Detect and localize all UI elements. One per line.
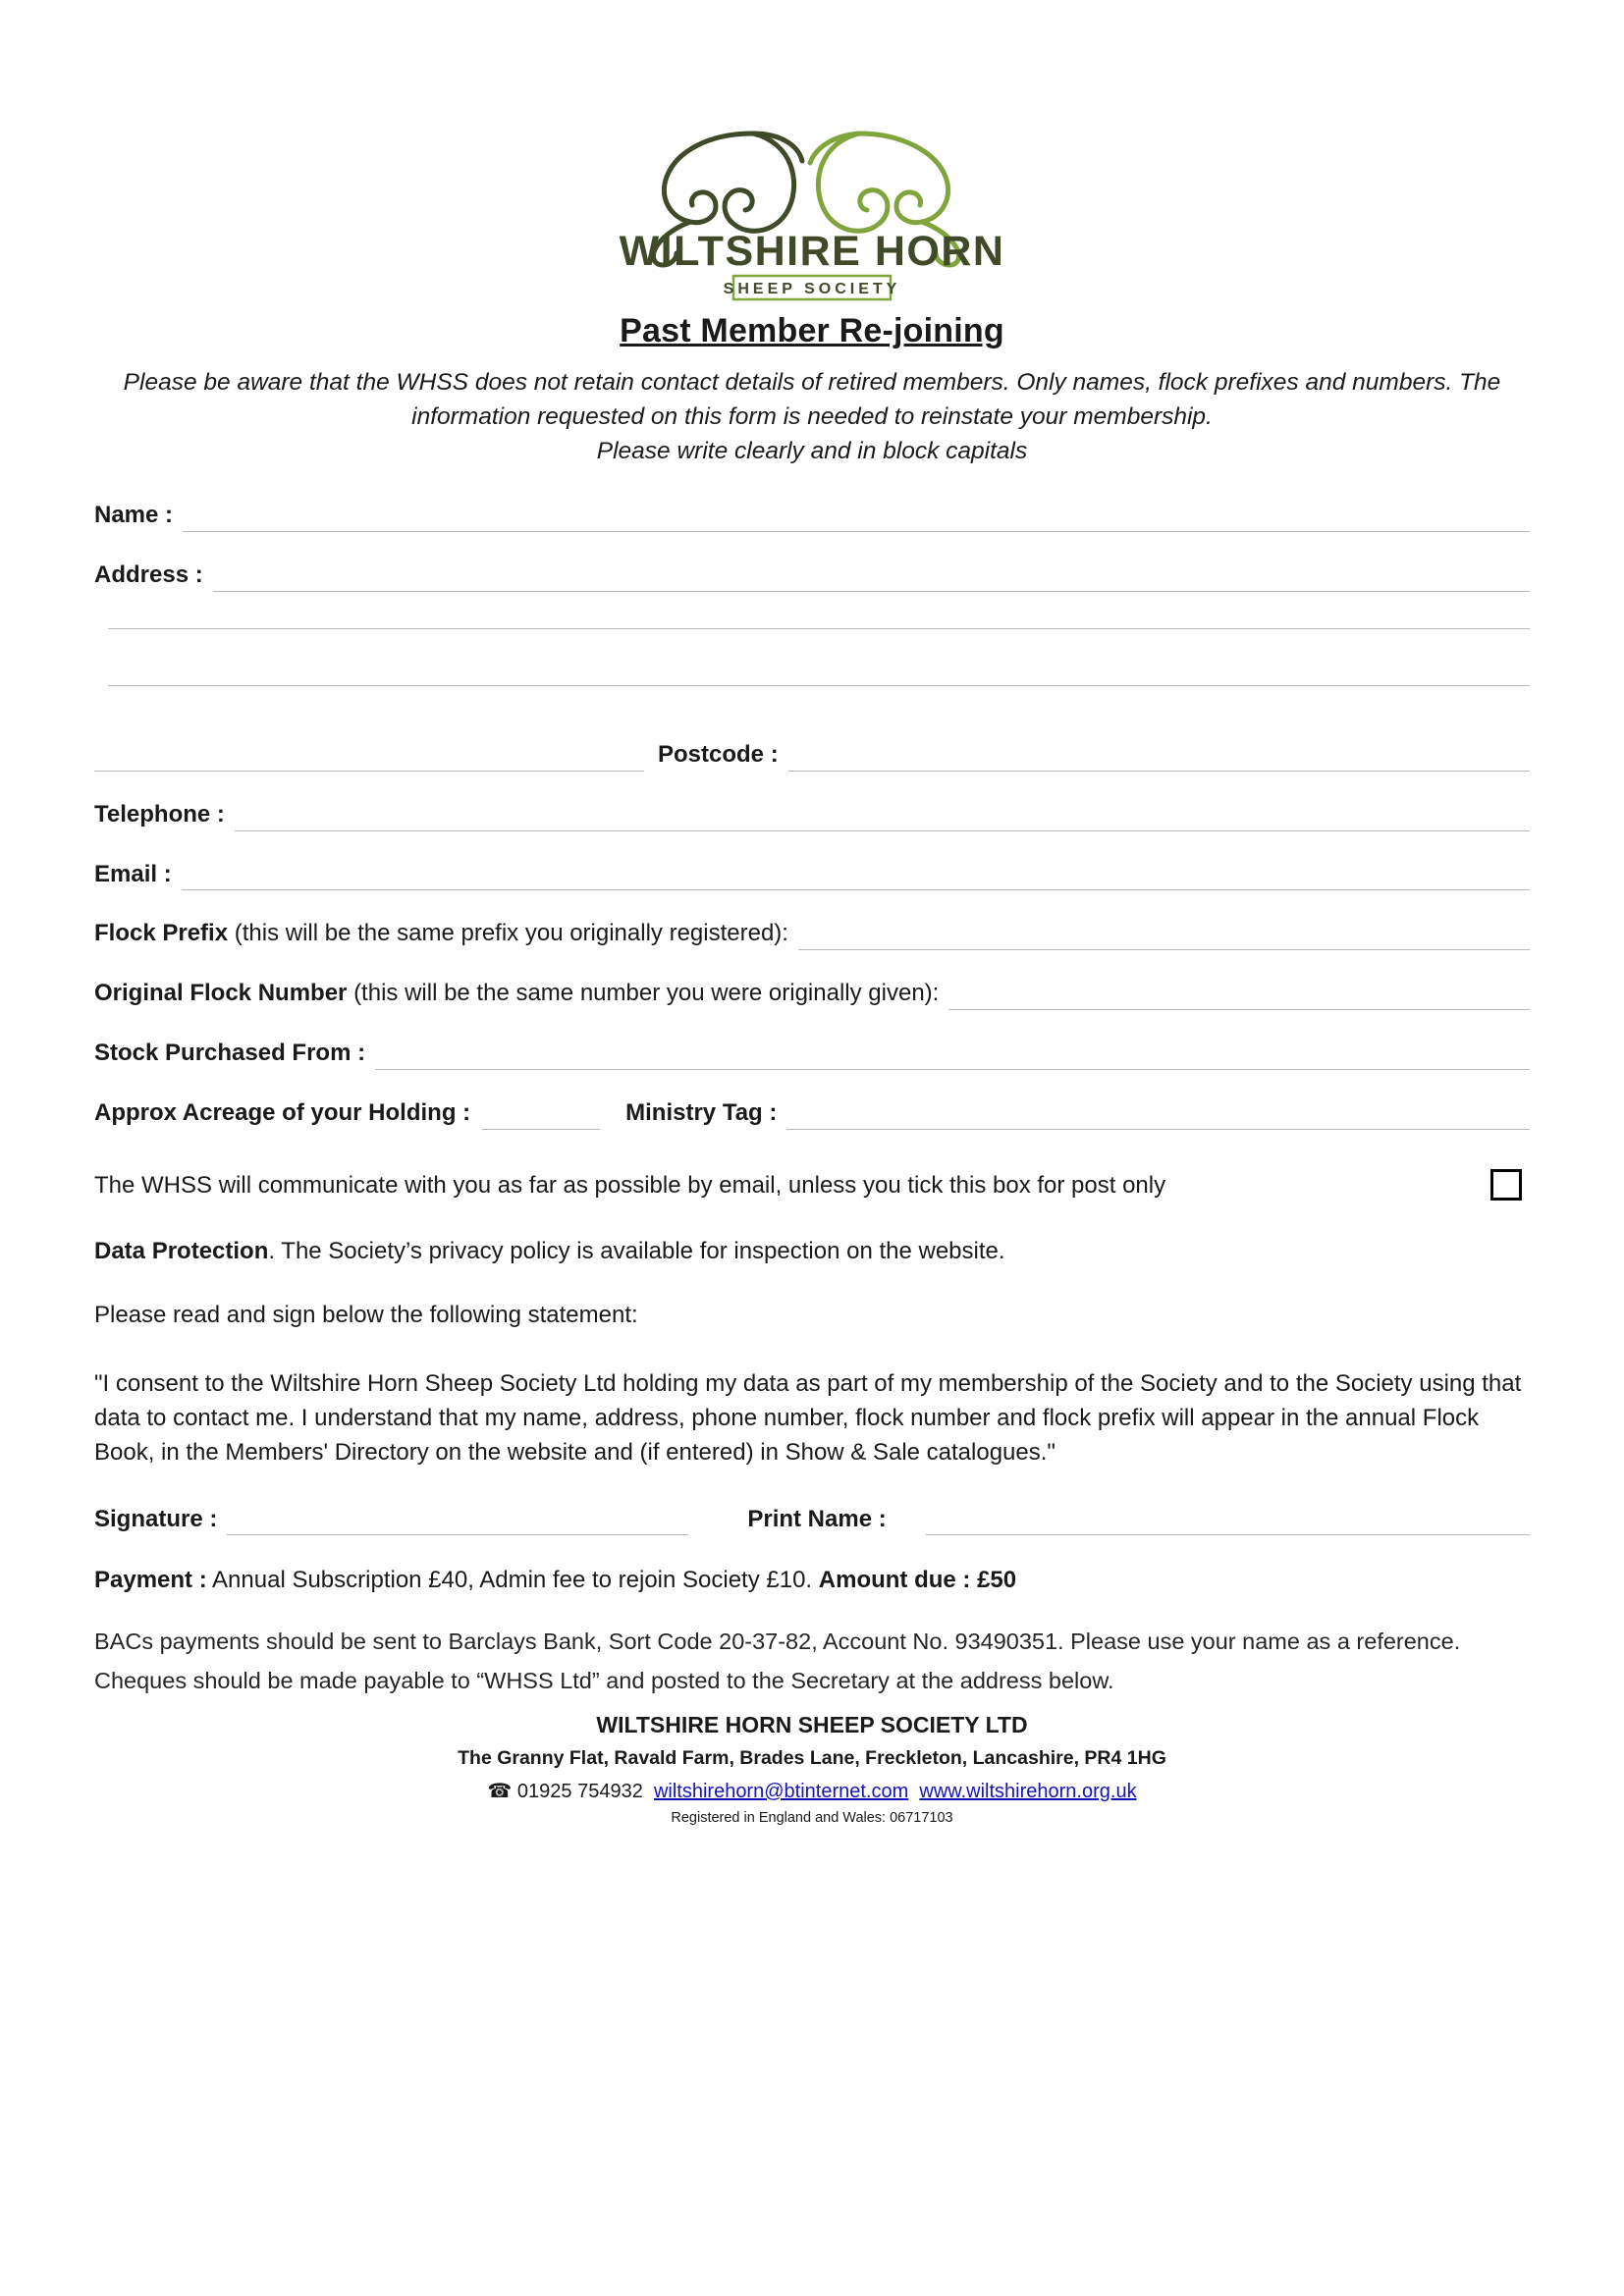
signature-row [94,1506,1530,1536]
address-line-2-input[interactable] [108,627,1530,629]
telephone-row [94,801,1530,831]
name-row [94,502,1530,532]
flock-prefix-label: Flock Prefix (this will be the same prefix you originally registered): [94,920,788,947]
consent-statement: "I consent to the Wiltshire Horn Sheep Society Ltd holding my data as part of my membership of the Society and to the Society using that data to contact me. I understand that my name, address, phone number, flock number and flock prefix will appear in the annual Flock Book, in the Members' Directory on the website and (if entered) in Show & Sale catalogues." [94,1369,1522,1467]
acreage-input[interactable] [482,1101,600,1130]
intro-line-1: Please be aware that the WHSS does not retain contact details of retired members. Only names, flock prefixes and [123,369,1346,396]
intro-line-2: numbers. The information requested on this form is needed to reinstate your membership. [411,369,1501,430]
telephone-input[interactable] [235,803,1530,831]
amount-due: Amount due : £50 [818,1567,1017,1594]
email-input[interactable] [182,862,1530,890]
name-input[interactable] [183,504,1530,532]
print-name-label: Print Name : [747,1505,887,1532]
postcode-label: Postcode : [658,740,779,768]
payment-detail: Annual Subscription £40, Admin fee to rejoin Society £10. [206,1567,819,1594]
postcode-row [94,741,1530,772]
stock-purchased-input[interactable] [375,1041,1530,1070]
address-line-1-input[interactable] [213,563,1530,592]
payment-label: Payment : [94,1567,207,1594]
intro-line-3: Please write clearly and in block capitals [596,437,1028,464]
payment-row [94,1567,1530,1594]
logo-subtitle: SHEEP SOCIETY [723,281,901,297]
email-label: Email : [94,860,172,887]
post-only-label: The WHSS will communicate with you as far as possible by email, unless you tick this box for post only [94,1171,1166,1199]
original-flock-number-label: Original Flock Number (this will be the same number you were originally given): [94,980,940,1007]
form-fields [94,502,1530,1129]
telephone-icon: ☎ [487,1780,513,1802]
society-logo [94,116,1530,302]
email-row [94,861,1530,891]
post-only-row [94,1169,1530,1202]
data-protection-text: . The Society’s privacy policy is available for inspection on the website. [268,1238,1005,1265]
postcode-input[interactable] [788,743,1530,772]
flock-prefix-input[interactable] [798,922,1530,950]
ministry-tag-input[interactable] [786,1101,1530,1130]
signature-label: Signature : [94,1505,218,1532]
signature-input[interactable] [227,1509,688,1535]
original-flock-number-row [94,980,1530,1010]
footer [94,1712,1530,1826]
address-row [94,561,1530,592]
cheque-instructions: Cheques should be made payable to “WHSS Ltd” and posted to the Secretary at the address below. [94,1667,1114,1693]
stock-purchased-label: Stock Purchased From : [94,1039,366,1066]
footer-phone: 01925 754932 [516,1780,643,1802]
address-line-3-input[interactable] [108,684,1530,686]
stock-purchased-row [94,1040,1530,1070]
flock-prefix-row [94,920,1530,950]
name-label: Name : [94,502,174,529]
footer-registration: Registered in England and Wales: 06717103 [671,1809,953,1826]
data-protection-paragraph [94,1235,1530,1269]
footer-email-link[interactable]: wiltshirehorn@btinternet.com [653,1780,909,1802]
footer-contact [94,1779,1530,1803]
bacs-instructions: BACs payments should be sent to Barclays Bank, Sort Code 20-37-82, Account No. 93490351. Please use your name as a reference. [94,1629,1461,1655]
footer-address: The Granny Flat, Ravald Farm, Brades Lane, Freckleton, Lancashire, PR4 1HG [458,1746,1166,1769]
ministry-tag-label: Ministry Tag : [625,1098,778,1126]
telephone-label: Telephone : [94,800,225,828]
footer-society-name: WILTSHIRE HORN SHEEP SOCIETY LTD [596,1711,1028,1737]
intro-text [102,366,1522,468]
print-name-input[interactable] [926,1509,1530,1535]
address-line-4-input[interactable] [94,743,644,772]
read-sign-instruction: Please read and sign below the following statement: [94,1301,638,1328]
logo-wordmark: WILTSHIRE HORN [619,228,1005,275]
acreage-label: Approx Acreage of your Holding : [94,1098,471,1126]
address-label: Address : [94,561,203,589]
post-only-checkbox[interactable] [1490,1169,1522,1201]
wiltshire-horn-logo-icon [606,116,1018,302]
page-title: Past Member Re-joining [620,312,1004,349]
footer-website-link[interactable]: www.wiltshirehorn.org.uk [919,1780,1137,1802]
original-flock-number-input[interactable] [948,982,1530,1010]
acreage-ministry-row [94,1099,1530,1130]
data-protection-heading: Data Protection [94,1238,269,1265]
